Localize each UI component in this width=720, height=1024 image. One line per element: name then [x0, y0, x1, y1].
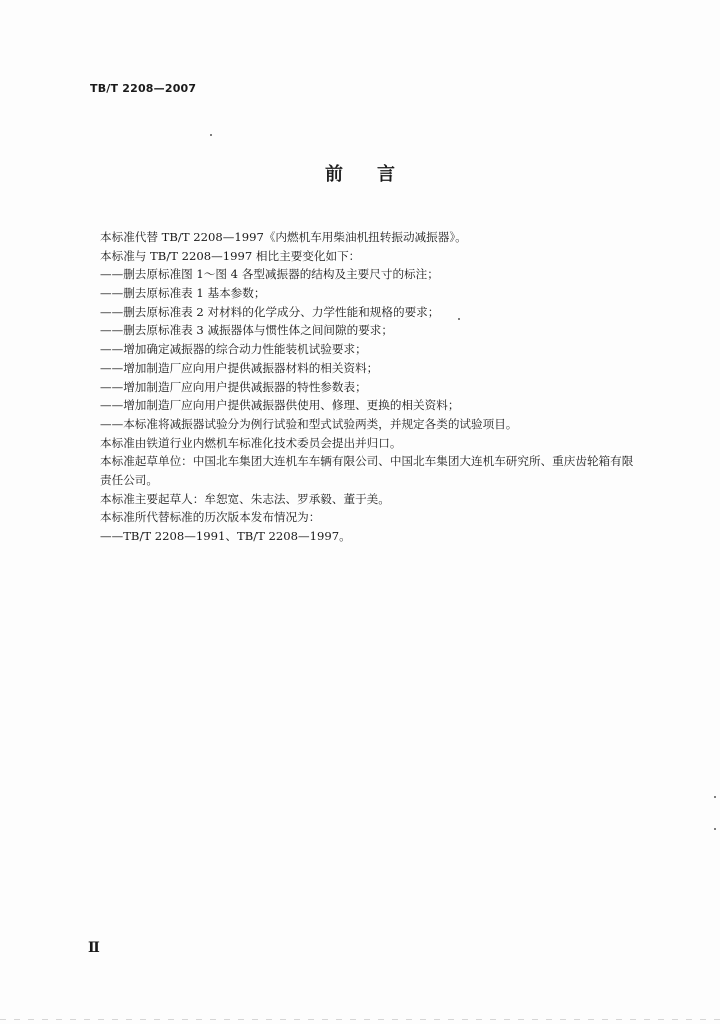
- paragraph-changes-intro: 本标准与 TB/T 2208—1997 相比主要变化如下：: [100, 248, 361, 263]
- paragraph-history-intro: 本标准所代替标准的历次版本发布情况为：: [100, 510, 321, 525]
- change-item: ——删去原标准表 1 基本参数；: [100, 286, 266, 301]
- change-item: ——增加确定减振器的综合动力性能装机试验要求；: [100, 342, 367, 357]
- page-title: [0, 160, 720, 186]
- paragraph-replaces: 本标准代替 TB/T 2208—1997《内燃机车用柴油机扭转振动减振器》。: [100, 230, 467, 244]
- change-item: ——删去原标准图 1～图 4 各型减振器的结构及主要尺寸的标注；: [100, 267, 439, 282]
- paragraph-drafters: 本标准主要起草人：牟恕宽、朱志法、罗承毅、董于美。: [100, 491, 390, 506]
- change-item: ——增加制造厂应向用户提供减振器的特性参数表；: [100, 379, 367, 394]
- change-item: ——增加制造厂应向用户提供减振器材料的相关资料；: [100, 360, 379, 375]
- scan-edge-artifact: [0, 1019, 720, 1020]
- page-number: Ⅱ: [88, 940, 100, 956]
- change-item: ——增加制造厂应向用户提供减振器供使用、修理、更换的相关资料；: [100, 398, 460, 413]
- history-item: ——TB/T 2208—1991、TB/T 2208—1997。: [100, 529, 351, 544]
- scan-speck: [714, 828, 716, 830]
- scan-speck: [714, 796, 716, 798]
- scan-speck: [210, 134, 212, 136]
- paragraph-drafting-units: 本标准起草单位：中国北车集团大连机车车辆有限公司、中国北车集团大连机车研究所、重庆齿轮箱有限责任公司。: [100, 454, 634, 487]
- change-item: ——删去原标准表 3 减振器体与惯性体之间间隙的要求；: [100, 323, 393, 338]
- title-char-1: 前: [325, 164, 343, 185]
- change-item: ——删去原标准表 2 对材料的化学成分、力学性能和规格的要求；: [100, 304, 440, 319]
- scan-speck: [458, 318, 460, 320]
- standard-code-header: TB/T 2208—2007: [90, 82, 197, 95]
- paragraph-proposer: 本标准由铁道行业内燃机车标准化技术委员会提出并归口。: [100, 435, 402, 450]
- title-char-2: 言: [377, 164, 395, 185]
- foreword-body: [88, 228, 640, 546]
- change-item: ——本标准将减振器试验分为例行试验和型式试验两类，并规定各类的试验项目。: [100, 416, 518, 431]
